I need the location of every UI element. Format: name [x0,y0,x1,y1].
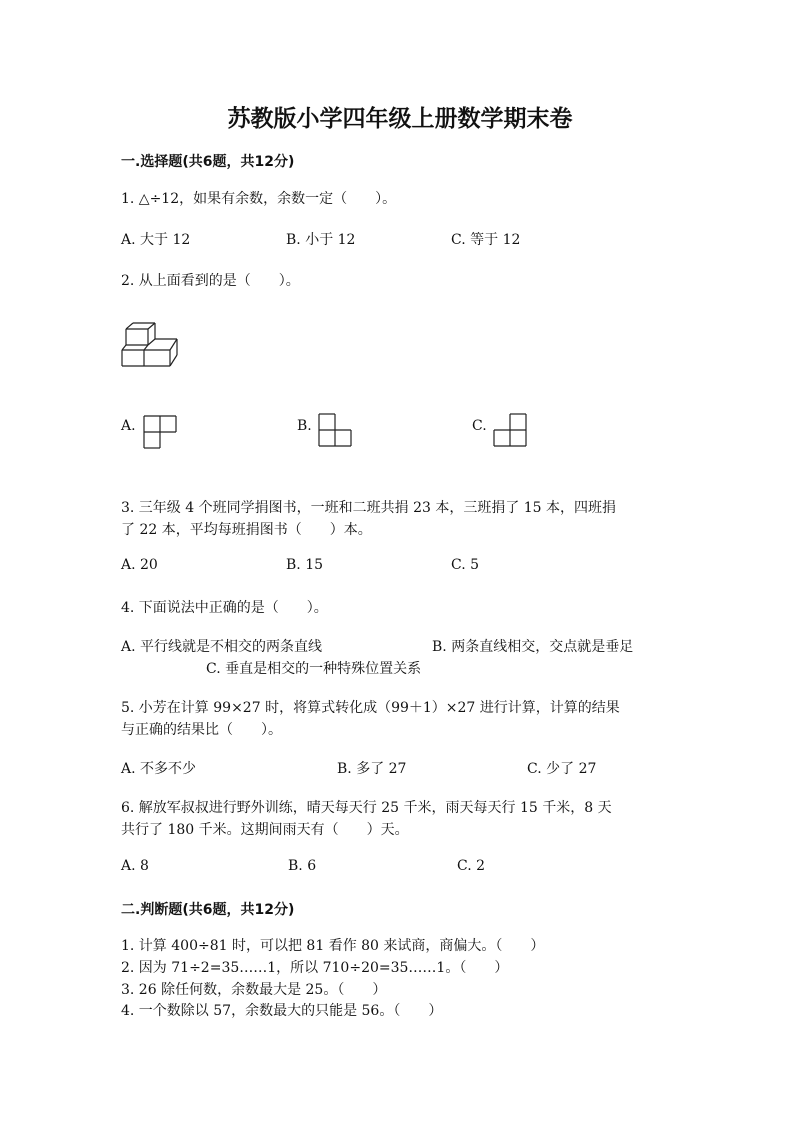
question-1-option-c: C. 等于 12 [451,232,521,248]
section-heading-judgment: 二.判断题(共6题，共12分) [121,902,295,918]
question-6-option-a: A. 8 [121,858,149,874]
option-a-top-view-figure [143,415,179,451]
judgment-item-4: 4. 一个数除以 57，余数最大的只能是 56。（ ） [121,1003,443,1019]
page-title: 苏教版小学四年级上册数学期末卷 [227,105,573,132]
question-4-option-b: B. 两条直线相交，交点就是垂足 [432,639,634,655]
section-heading-choice: 一.选择题(共6题，共12分) [121,154,295,170]
question-6-option-b: B. 6 [288,858,317,874]
judgment-item-3: 3. 26 除任何数，余数最大是 25。（ ） [121,982,387,998]
question-6-stem-line-1: 6. 解放军叔叔进行野外训练，晴天每天行 25 千米，雨天每天行 15 千米，8 天 [121,800,612,816]
question-2-option-c: C. [472,418,487,434]
question-2-stem: 2. 从上面看到的是（ ）。 [121,273,300,289]
question-5-option-c: C. 少了 27 [527,761,597,777]
cube-stack-figure [120,322,182,368]
question-2-option-a: A. [121,418,136,434]
question-5-option-b: B. 多了 27 [337,761,407,777]
question-4-option-c: C. 垂直是相交的一种特殊位置关系 [206,661,422,677]
question-2-option-b: B. [297,418,312,434]
question-1-stem: 1. △÷12，如果有余数，余数一定（ ）。 [121,191,397,207]
option-b-top-view-figure [318,413,354,449]
question-6-stem-line-2: 共行了 180 千米。这期间雨天有（ ）天。 [121,822,409,838]
question-3-option-c: C. 5 [451,557,480,573]
question-3-stem-line-2: 了 22 本，平均每班捐图书（ ）本。 [121,522,372,538]
option-c-top-view-figure [493,413,529,449]
question-1-option-a: A. 大于 12 [121,232,191,248]
question-3-stem-line-1: 3. 三年级 4 个班同学捐图书，一班和二班共捐 23 本，三班捐了 15 本，四班捐 [121,500,617,516]
judgment-item-1: 1. 计算 400÷81 时，可以把 81 看作 80 来试商，商偏大。（ ） [121,938,545,954]
question-3-option-a: A. 20 [121,557,158,573]
question-5-stem-line-1: 5. 小芳在计算 99×27 时，将算式转化成（99＋1）×27 进行计算，计算的结果 [121,700,620,716]
question-5-stem-line-2: 与正确的结果比（ ）。 [121,722,282,738]
question-6-option-c: C. 2 [457,858,486,874]
question-4-option-a: A. 平行线就是不相交的两条直线 [121,639,323,655]
question-4-stem: 4. 下面说法中正确的是（ ）。 [121,600,328,616]
question-3-option-b: B. 15 [286,557,324,573]
question-1-option-b: B. 小于 12 [286,232,356,248]
judgment-item-2: 2. 因为 71÷2=35……1，所以 710÷20=35……1。（ ） [121,960,509,976]
question-5-option-a: A. 不多不少 [121,761,197,777]
